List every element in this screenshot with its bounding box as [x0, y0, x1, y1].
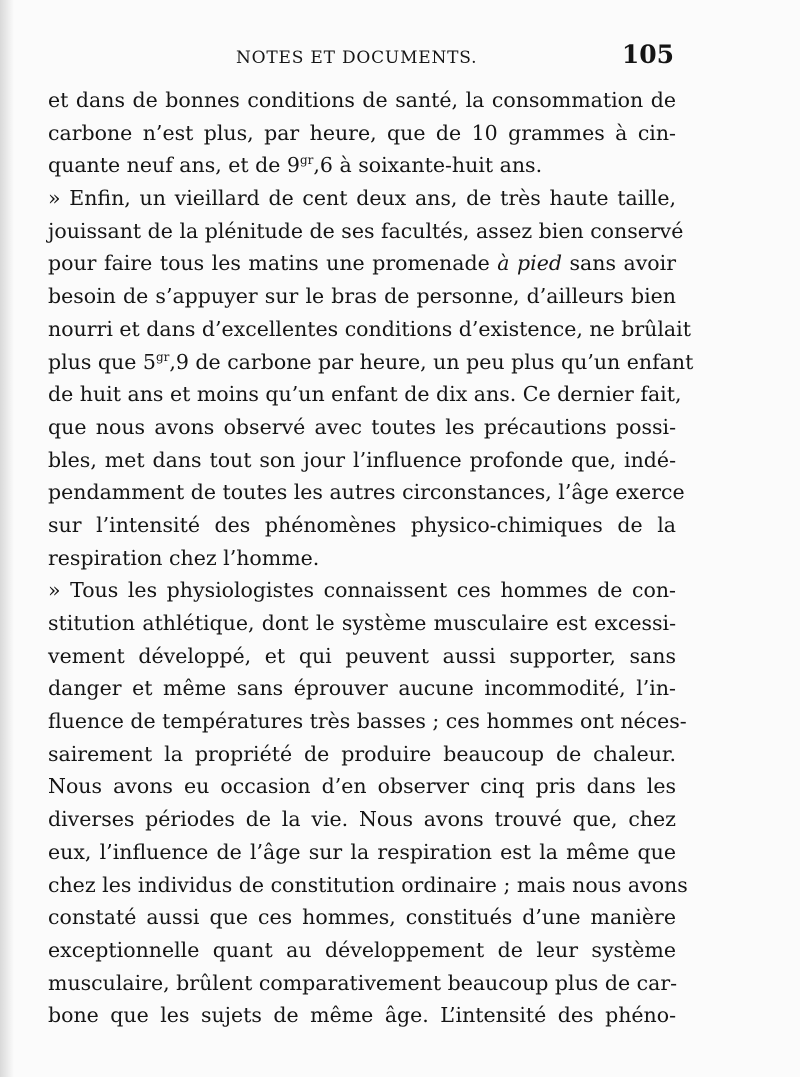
text-line: besoin de s’appuyer sur le bras de personne, d’ailleurs bien: [48, 284, 676, 309]
text-line: et dans de bonnes conditions de santé, la consommation de: [48, 88, 676, 112]
unit-superscript: gr: [155, 349, 170, 364]
text-line: que nous avons observé avec toutes les précautions possi-: [48, 414, 676, 439]
unit-superscript: gr: [299, 153, 314, 168]
text-line: bles, met dans tout son jour l’influence profonde que, indé-: [48, 447, 676, 472]
text-line: [48, 346, 694, 379]
text-line: bone que les sujets de même âge. L’intensité des phéno-: [48, 1003, 676, 1028]
text-line: exceptionnelle quant au développement de leur système: [48, 937, 676, 962]
body-text: [48, 84, 694, 1032]
text-line: vement développé, et qui peuvent aussi supporter, sans: [48, 643, 676, 668]
text-line: respiration chez l’homme.: [48, 545, 320, 570]
page-number: 105: [621, 40, 674, 69]
text-line: » Tous les physiologistes connaissent ces hommes de con-: [48, 578, 676, 603]
text-segment: ,9 de carbone par heure, un peu plus qu’un enfant: [169, 349, 694, 374]
gutter-shadow: [0, 0, 14, 1077]
text-line: constaté aussi que ces hommes, constitués d’une manière: [48, 905, 676, 930]
text-line: carbone n’est plus, par heure, que de 10 grammes à cin-: [48, 120, 676, 145]
text-line: [48, 247, 676, 280]
text-line: pendamment de toutes les autres circonstances, l’âge exerce: [48, 480, 685, 505]
text-line: sairement la propriété de produire beaucoup de chaleur.: [48, 741, 676, 766]
italic-text: à pied: [497, 251, 562, 276]
running-head: [48, 40, 676, 76]
text-line: danger et même sans éprouver aucune incommodité, l’in-: [48, 676, 676, 701]
text-line: fluence de températures très basses ; ces hommes ont néces-: [48, 709, 687, 734]
text-line: sur l’intensité des phénomènes physico-chimiques de la: [48, 512, 676, 537]
text-segment: pour faire tous les matins une promenade: [48, 251, 498, 276]
text-segment: sans avoir: [561, 251, 677, 276]
text-line: stitution athlétique, dont le système musculaire est excessi-: [48, 611, 676, 635]
text-line: nourri et dans d’excellentes conditions d’existence, ne brûlait: [48, 316, 691, 341]
text-line: [48, 149, 676, 182]
text-line: diverses périodes de la vie. Nous avons trouvé que, chez: [48, 807, 676, 832]
text-line: jouissant de la plénitude de ses facultés, assez bien conservé: [48, 218, 684, 243]
text-line: musculaire, brûlent comparativement beaucoup plus de car-: [48, 970, 678, 995]
text-line: de huit ans et moins qu’un enfant de dix ans. Ce dernier fait,: [48, 382, 682, 407]
text-line: » Enfin, un vieillard de cent deux ans, de très haute taille,: [48, 186, 676, 211]
running-title: NOTES ET DOCUMENTS.: [236, 48, 478, 68]
text-segment: ,6 à soixante-huit ans.: [313, 153, 543, 178]
text-line: Nous avons eu occasion d’en observer cinq pris dans les: [48, 774, 676, 799]
text-line: chez les individus de constitution ordinaire ; mais nous avons: [48, 872, 688, 897]
text-line: eux, l’influence de l’âge sur la respiration est la même que: [48, 839, 676, 864]
text-segment: quante neuf ans, et de 9: [48, 153, 300, 178]
text-segment: plus que 5: [48, 349, 156, 374]
